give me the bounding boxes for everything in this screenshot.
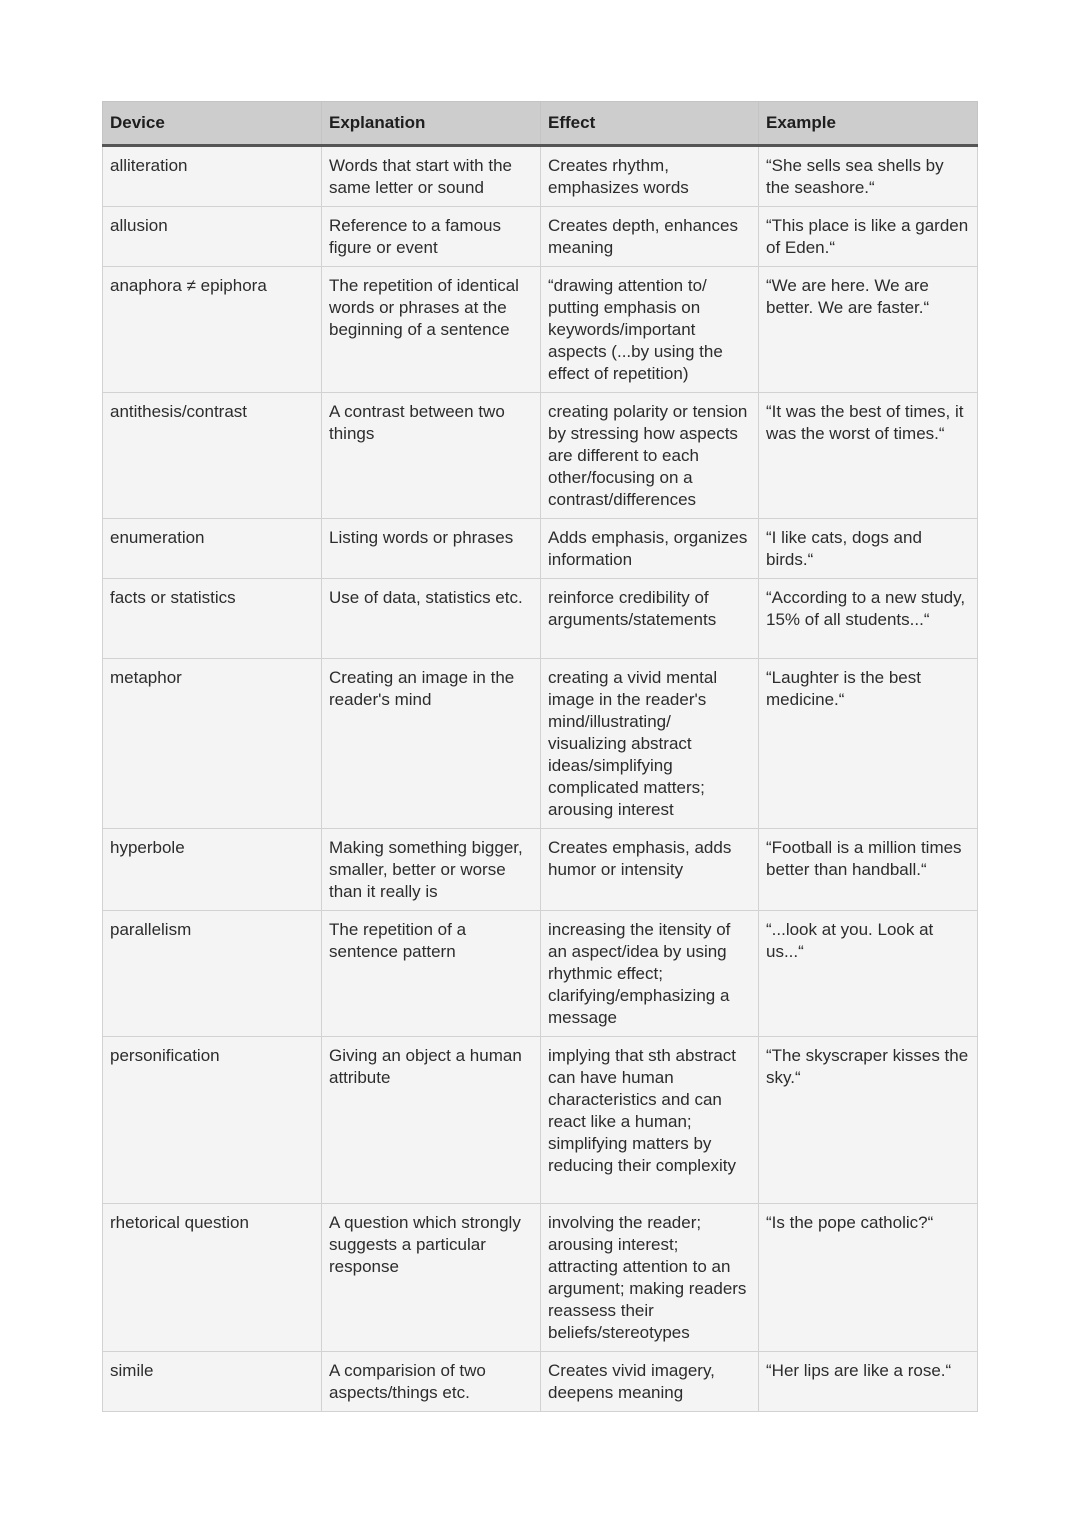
cell-explanation: Listing words or phrases xyxy=(322,519,541,579)
header-explanation: Explanation xyxy=(322,102,541,146)
cell-effect: creating polarity or tension by stressing how aspects are different to each other/focusing on a contrast/differences xyxy=(541,393,759,519)
cell-device: metaphor xyxy=(103,659,322,829)
header-row xyxy=(103,102,978,146)
cell-explanation: A comparision of two aspects/things etc. xyxy=(322,1352,541,1412)
cell-device: antithesis/contrast xyxy=(103,393,322,519)
cell-effect: reinforce credibility of arguments/statements xyxy=(541,579,759,659)
cell-example: “We are here. We are better. We are faster.“ xyxy=(759,267,978,393)
table-row xyxy=(103,207,978,267)
header-effect: Effect xyxy=(541,102,759,146)
cell-effect: Creates rhythm, emphasizes words xyxy=(541,146,759,207)
table-row xyxy=(103,659,978,829)
table-row xyxy=(103,267,978,393)
cell-effect: Creates depth, enhances meaning xyxy=(541,207,759,267)
cell-example: “This place is like a garden of Eden.“ xyxy=(759,207,978,267)
cell-example: “The skyscraper kisses the sky.“ xyxy=(759,1037,978,1204)
cell-example: “According to a new study, 15% of all students...“ xyxy=(759,579,978,659)
cell-explanation: Reference to a famous figure or event xyxy=(322,207,541,267)
cell-example: “I like cats, dogs and birds.“ xyxy=(759,519,978,579)
cell-example: “Is the pope catholic?“ xyxy=(759,1204,978,1352)
cell-device: rhetorical question xyxy=(103,1204,322,1352)
cell-explanation: Use of data, statistics etc. xyxy=(322,579,541,659)
cell-explanation: A question which strongly suggests a particular response xyxy=(322,1204,541,1352)
cell-device: anaphora ≠ epiphora xyxy=(103,267,322,393)
table-row xyxy=(103,911,978,1037)
table-row xyxy=(103,146,978,207)
table-row xyxy=(103,829,978,911)
document-page xyxy=(102,101,977,1412)
cell-explanation: Creating an image in the reader's mind xyxy=(322,659,541,829)
cell-explanation: The repetition of identical words or phrases at the beginning of a sentence xyxy=(322,267,541,393)
cell-device: allusion xyxy=(103,207,322,267)
cell-explanation: Giving an object a human attribute xyxy=(322,1037,541,1204)
cell-effect: involving the reader; arousing interest; attracting attention to an argument; making readers reassess their beliefs/stereotypes xyxy=(541,1204,759,1352)
rhetorical-devices-table xyxy=(102,101,978,1412)
cell-explanation: Words that start with the same letter or sound xyxy=(322,146,541,207)
header-device: Device xyxy=(103,102,322,146)
cell-example: “Football is a million times better than handball.“ xyxy=(759,829,978,911)
cell-example: “It was the best of times, it was the worst of times.“ xyxy=(759,393,978,519)
cell-effect: “drawing attention to/ putting emphasis on keywords/important aspects (...by using the effect of repetition) xyxy=(541,267,759,393)
cell-effect: creating a vivid mental image in the reader's mind/illustrating/ visualizing abstract ideas/simplifying complicated matters; arousing interest xyxy=(541,659,759,829)
header-example: Example xyxy=(759,102,978,146)
table-row xyxy=(103,393,978,519)
cell-example: “Laughter is the best medicine.“ xyxy=(759,659,978,829)
cell-effect: Adds emphasis, organizes information xyxy=(541,519,759,579)
table-row xyxy=(103,519,978,579)
cell-device: enumeration xyxy=(103,519,322,579)
cell-device: facts or statistics xyxy=(103,579,322,659)
table-row xyxy=(103,579,978,659)
cell-device: alliteration xyxy=(103,146,322,207)
cell-device: personification xyxy=(103,1037,322,1204)
cell-explanation: A contrast between two things xyxy=(322,393,541,519)
table-row xyxy=(103,1352,978,1412)
cell-explanation: Making something bigger, smaller, better or worse than it really is xyxy=(322,829,541,911)
cell-device: hyperbole xyxy=(103,829,322,911)
cell-effect: Creates emphasis, adds humor or intensity xyxy=(541,829,759,911)
cell-effect: increasing the itensity of an aspect/idea by using rhythmic effect; clarifying/emphasizing a message xyxy=(541,911,759,1037)
cell-effect: Creates vivid imagery, deepens meaning xyxy=(541,1352,759,1412)
cell-device: parallelism xyxy=(103,911,322,1037)
cell-example: “Her lips are like a rose.“ xyxy=(759,1352,978,1412)
table-row xyxy=(103,1204,978,1352)
cell-explanation: The repetition of a sentence pattern xyxy=(322,911,541,1037)
cell-effect: implying that sth abstract can have human characteristics and can react like a human; simplifying matters by reducing their complexity xyxy=(541,1037,759,1204)
table-row xyxy=(103,1037,978,1204)
cell-example: “She sells sea shells by the seashore.“ xyxy=(759,146,978,207)
cell-device: simile xyxy=(103,1352,322,1412)
cell-example: “...look at you. Look at us...“ xyxy=(759,911,978,1037)
